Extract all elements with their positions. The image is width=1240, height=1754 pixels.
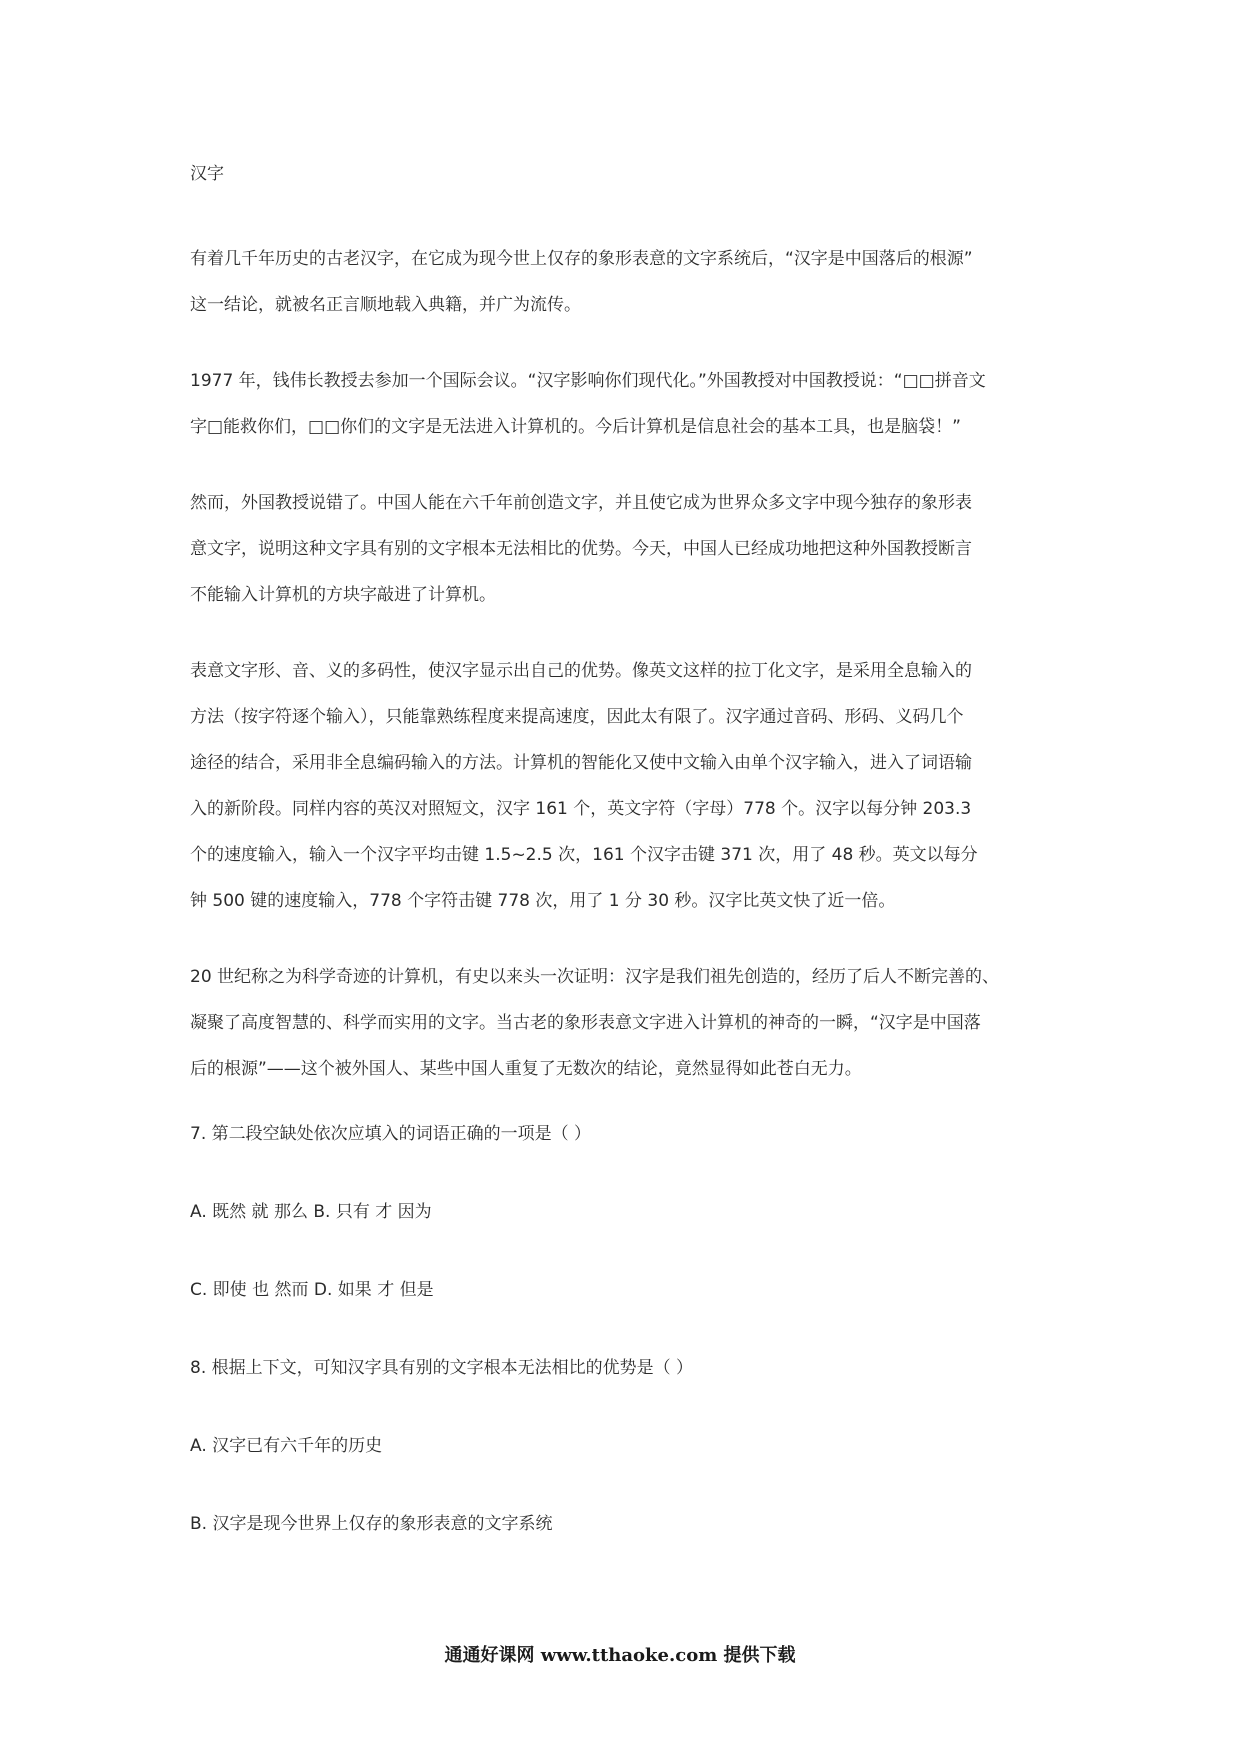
page-footer: 通通好课网 www.tthaoke.com 提供下载 <box>444 1645 796 1666</box>
paragraph-line: 意文字，说明这种文字具有别的文字根本无法相比的优势。今天，中国人已经成功地把这种外国教授断言 <box>190 539 972 559</box>
question-7-option-ab: A. 既然 就 那么 B. 只有 才 因为 <box>190 1202 432 1222</box>
paragraph-line: 这一结论，就被名正言顺地载入典籍，并广为流传。 <box>190 295 581 315</box>
question-8-option-b: B. 汉字是现今世界上仅存的象形表意的文字系统 <box>190 1514 553 1534</box>
paragraph-5 <box>190 954 1060 1092</box>
paragraph-line: 然而，外国教授说错了。中国人能在六千年前创造文字，并且使它成为世界众多文字中现今独存的象形表 <box>190 493 972 513</box>
paragraph-line: 1977 年，钱伟长教授去参加一个国际会议。“汉字影响你们现代化。”外国教授对中国教授说：“□□拼音文 <box>190 371 986 391</box>
paragraph-line: 后的根源”——这个被外国人、某些中国人重复了无数次的结论，竟然显得如此苍白无力。 <box>190 1059 862 1079</box>
paragraph-line: 凝聚了高度智慧的、科学而实用的文字。当古老的象形表意文字进入计算机的神奇的一瞬，“汉字是中国落 <box>190 1013 981 1033</box>
paragraph-line: 有着几千年历史的古老汉字，在它成为现今世上仅存的象形表意的文字系统后，“汉字是中国落后的根源” <box>190 249 973 269</box>
question-7-stem: 7. 第二段空缺处依次应填入的词语正确的一项是（ ） <box>190 1124 592 1144</box>
paragraph-line: 20 世纪称之为科学奇迹的计算机，有史以来头一次证明：汉字是我们祖先创造的，经历了后人不断完善的、 <box>190 967 1000 987</box>
question-8-option-a: A. 汉字已有六千年的历史 <box>190 1436 383 1456</box>
paragraph-line: 表意文字形、音、义的多码性，使汉字显示出自己的优势。像英文这样的拉丁化文字，是采用全息输入的 <box>190 661 972 681</box>
article-body <box>190 162 1060 1590</box>
question-8-stem: 8. 根据上下文，可知汉字具有别的文字根本无法相比的优势是（ ） <box>190 1358 694 1378</box>
paragraph-4 <box>190 648 1060 924</box>
paragraph-3 <box>190 480 1060 618</box>
question-7-option-cd: C. 即使 也 然而 D. 如果 才 但是 <box>190 1280 434 1300</box>
paragraph-line: 入的新阶段。同样内容的英汉对照短文，汉字 161 个，英文字符（字母）778 个。汉字以每分钟 203.3 <box>190 799 972 819</box>
article-title: 汉字 <box>190 164 224 184</box>
paragraph-2 <box>190 358 1060 450</box>
paragraph-line: 方法（按字符逐个输入），只能靠熟练程度来提高速度，因此太有限了。汉字通过音码、形码、义码几个 <box>190 707 964 727</box>
paragraph-1 <box>190 236 1060 328</box>
paragraph-line: 钟 500 键的速度输入，778 个字符击键 778 次，用了 1 分 30 秒。汉字比英文快了近一倍。 <box>190 891 896 911</box>
paragraph-line: 不能输入计算机的方块字敲进了计算机。 <box>190 585 496 605</box>
paragraph-line: 途径的结合，采用非全息编码输入的方法。计算机的智能化又使中文输入由单个汉字输入，进入了词语输 <box>190 753 972 773</box>
paragraph-line: 个的速度输入，输入一个汉字平均击键 1.5~2.5 次，161 个汉字击键 371 次，用了 48 秒。英文以每分 <box>190 845 978 865</box>
paragraph-line: 字□能救你们，□□你们的文字是无法进入计算机的。今后计算机是信息社会的基本工具，也是脑袋！” <box>190 417 961 437</box>
